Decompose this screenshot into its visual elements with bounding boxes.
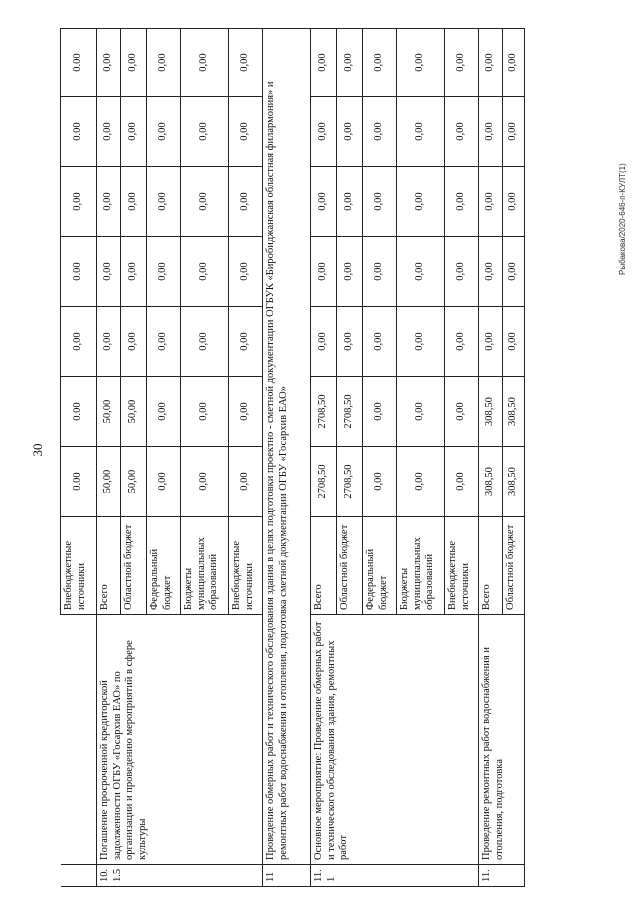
value-cell: 0,00	[397, 377, 445, 447]
value-cell: 50,00	[121, 377, 147, 447]
value-cell: 0,00	[147, 167, 181, 237]
value-cell: 0,00	[503, 237, 525, 307]
value-cell: 0,00	[479, 29, 503, 97]
value-cell: 0,00	[397, 167, 445, 237]
page-number: 30	[30, 443, 45, 457]
value-cell: 0,00	[445, 29, 479, 97]
value-cell: 0,00	[181, 447, 229, 517]
activity-name: Основное мероприятие: Проведение обмерных работ и технического обследования здания, ремонтных работ	[311, 615, 479, 865]
value-cell: 0,00	[363, 167, 397, 237]
value-cell: 0,00	[61, 307, 97, 377]
source-cell: Внебюджетные источники	[229, 517, 263, 615]
value-cell: 0,00	[121, 97, 147, 167]
value-cell: 308,50	[479, 377, 503, 447]
value-cell: 0,00	[97, 237, 121, 307]
value-cell: 0,00	[97, 97, 121, 167]
value-cell: 0,00	[363, 307, 397, 377]
table-row	[479, 29, 503, 887]
value-cell: 0,00	[147, 447, 181, 517]
value-cell: 0,00	[311, 97, 337, 167]
value-cell: 2708,50	[311, 447, 337, 517]
value-cell: 0,00	[147, 307, 181, 377]
value-cell: 0,00	[445, 97, 479, 167]
value-cell: 0,00	[397, 447, 445, 517]
value-cell: 0,00	[229, 447, 263, 517]
value-cell: 0,00	[445, 447, 479, 517]
value-cell: 0,00	[147, 377, 181, 447]
value-cell: 0,00	[181, 167, 229, 237]
value-cell: 0,00	[121, 307, 147, 377]
value-cell: 0,00	[479, 237, 503, 307]
row-number: 11. 1	[311, 865, 479, 887]
value-cell: 0,00	[97, 29, 121, 97]
value-cell: 0,00	[181, 307, 229, 377]
value-cell: 0,00	[181, 377, 229, 447]
source-cell: Федеральный бюджет	[363, 517, 397, 615]
value-cell: 0,00	[503, 97, 525, 167]
value-cell: 0,00	[61, 167, 97, 237]
footer-note: Рыбакова/2020-646-п-КУЛТ(1)	[618, 163, 627, 275]
row-number: 10. 1.5	[97, 865, 263, 887]
section-number: 11	[263, 865, 311, 887]
value-cell: 0,00	[97, 307, 121, 377]
value-cell: 0,00	[311, 29, 337, 97]
table-row	[97, 29, 121, 887]
value-cell: 308,50	[503, 377, 525, 447]
value-cell: 0,00	[97, 167, 121, 237]
section-title: Проведение обмерных работ и технического обследования здания в целях подготовки проектно - сметной документации ОГБУК «Биробиджанская областная филармония» и ремонтных работ водоснабжения и отопления, подготовка сметной документации ОГБУ «Госархив ЕАО»	[263, 29, 311, 865]
value-cell: 308,50	[479, 447, 503, 517]
row-number-empty	[61, 865, 97, 887]
value-cell: 0,00	[121, 237, 147, 307]
source-cell: Областной бюджет	[121, 517, 147, 615]
value-cell: 0,00	[363, 29, 397, 97]
source-cell: Федеральный бюджет	[147, 517, 181, 615]
value-cell: 0,00	[147, 237, 181, 307]
table-row	[311, 29, 337, 887]
source-cell: Внебюджетные источники	[445, 517, 479, 615]
value-cell: 308,50	[503, 447, 525, 517]
activity-name: Погашение просроченной кредиторской задолженности ОГБУ «Госархив ЕАО» по организации и проведению мероприятий в сфере культуры	[97, 615, 263, 865]
value-cell: 0,00	[311, 167, 337, 237]
value-cell: 0,00	[181, 29, 229, 97]
value-cell: 0,00	[229, 377, 263, 447]
value-cell: 0,00	[445, 307, 479, 377]
value-cell: 0,00	[121, 167, 147, 237]
value-cell: 0,00	[363, 237, 397, 307]
value-cell: 50,00	[97, 447, 121, 517]
value-cell: 0,00	[337, 97, 363, 167]
value-cell: 0,00	[445, 167, 479, 237]
value-cell: 0,00	[121, 29, 147, 97]
value-cell: 0,00	[397, 97, 445, 167]
budget-table	[60, 28, 525, 887]
value-cell: 0,00	[311, 237, 337, 307]
section-heading-row	[263, 29, 311, 887]
value-cell: 0,00	[479, 97, 503, 167]
value-cell: 0,00	[337, 307, 363, 377]
value-cell: 0,00	[363, 377, 397, 447]
value-cell: 50,00	[121, 447, 147, 517]
activity-name: Проведение ремонтных работ водоснабжения и отопления, подготовка	[479, 615, 525, 865]
value-cell: 0,00	[337, 167, 363, 237]
source-cell: Областной бюджет	[337, 517, 363, 615]
value-cell: 0,00	[503, 29, 525, 97]
value-cell: 0,00	[397, 237, 445, 307]
value-cell: 0,00	[363, 447, 397, 517]
value-cell: 2708,50	[337, 377, 363, 447]
value-cell: 0,00	[229, 97, 263, 167]
value-cell: 0,00	[147, 97, 181, 167]
value-cell: 0,00	[181, 97, 229, 167]
value-cell: 0,00	[479, 167, 503, 237]
value-cell: 0,00	[229, 307, 263, 377]
value-cell: 0.00	[61, 237, 97, 307]
value-cell: 0,00	[337, 29, 363, 97]
value-cell: 0,00	[503, 167, 525, 237]
value-cell: 0,00	[311, 307, 337, 377]
value-cell: 0,00	[445, 237, 479, 307]
source-cell: Всего	[479, 517, 503, 615]
value-cell: 0.00	[61, 447, 97, 517]
value-cell: 0,00	[503, 307, 525, 377]
value-cell: 2708,50	[311, 377, 337, 447]
value-cell: 0.00	[61, 29, 97, 97]
value-cell: 0,00	[337, 237, 363, 307]
value-cell: 0,00	[445, 377, 479, 447]
row-number: 11.	[479, 865, 525, 887]
value-cell: 0.00	[61, 97, 97, 167]
value-cell: 0,00	[181, 237, 229, 307]
value-cell: 0,00	[479, 307, 503, 377]
table-row	[61, 29, 97, 887]
value-cell: 0,00	[397, 307, 445, 377]
value-cell: 0,00	[397, 29, 445, 97]
activity-name-empty	[61, 615, 97, 865]
source-cell: Всего	[97, 517, 121, 615]
source-cell: Бюджеты муниципальных образований	[397, 517, 445, 615]
source-cell: Областной бюджет	[503, 517, 525, 615]
value-cell: 0,00	[229, 29, 263, 97]
source-cell: Внебюджетные источники	[61, 517, 97, 615]
source-cell: Всего	[311, 517, 337, 615]
value-cell: 0.00	[61, 377, 97, 447]
value-cell: 0,00	[363, 97, 397, 167]
value-cell: 0,00	[147, 29, 181, 97]
value-cell: 2708,50	[337, 447, 363, 517]
value-cell: 50,00	[97, 377, 121, 447]
value-cell: 0,00	[229, 237, 263, 307]
source-cell: Бюджеты муниципальных образований	[181, 517, 229, 615]
value-cell: 0,00	[229, 167, 263, 237]
